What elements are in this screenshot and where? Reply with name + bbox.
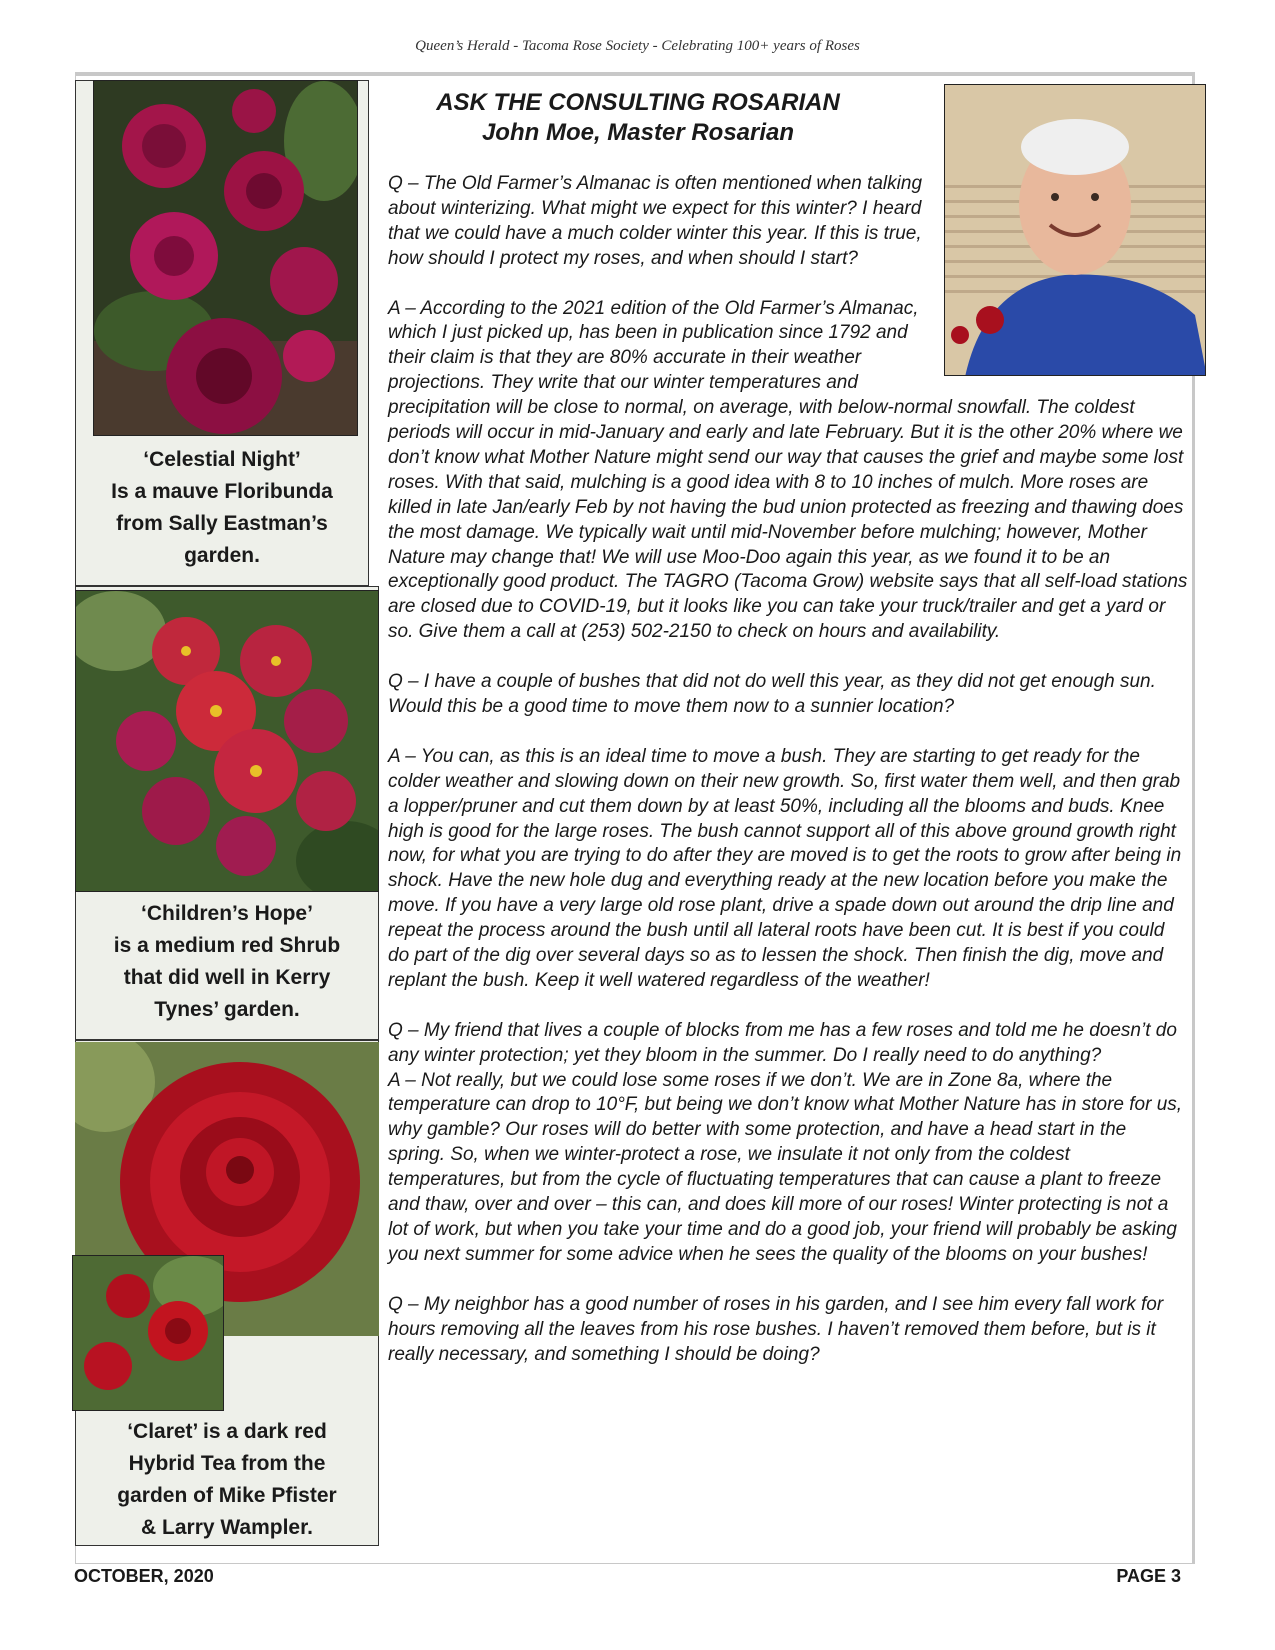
article-paragraph-q1: Q – The Old Farmer’s Almanac is often mentioned when talking about winterizing. What might we expect for this winter? I heard that we could have a much colder winter this year. If this is true, how should I protect my roses, and when should I start? (388, 173, 923, 269)
article-paragraph-q2: Q – I have a couple of bushes that did not do well this year, as they did not get enough sun. Would this be a good time to move them now to a sunnier location? (388, 671, 1156, 717)
caption-childrens-hope: ‘Children’s Hope’ is a medium red Shrub that did well in Kerry Tynes’ garden. (113, 902, 341, 1021)
author-portrait-photo (944, 84, 1206, 376)
rose-inset-photo-claret (72, 1255, 224, 1411)
article-paragraph-a2: A – You can, as this is an ideal time to move a bush. They are starting to get ready for the colder weather and slowing down on their new growth. So, first water them well, and then grab a lopper/pruner and cut them down by at least 50%, including all the blooms and buds. Knee high is good for the large roses. The bush cannot support all of this above ground growth right now, for what you are trying to do after they are moved is to get the roots to grow after being in shock. Have the new hole dug and everything ready at the new location before you make the move. If you have a very large old rose plant, drive a spade down out around the drip line and repeat the process around the bush until all lateral roots have been cut. It is best if you could do part of the dig over several days so as to lessen the shock. Then finish the dig, move and replant the bush. Keep it well watered regardless of the weather! (388, 745, 1182, 991)
footer-page-number: PAGE 3 (1116, 1566, 1181, 1586)
rose-photo-childrens-hope (75, 590, 379, 892)
article-body (388, 172, 1188, 1392)
article-paragraph-a3: A – Not really, but we could lose some roses if we don’t. We are in Zone 8a, where the temperature can drop to 10°F, but being we don’t know what Mother Nature has in store for us, why gamble? Our roses will do better with some protection, and have a head start in the spring. So, when we winter-protect a rose, we insulate it not only from the coldest temperatures, but from the cycle of fluctuating temperatures that can cause a plant to freeze and thaw, over and over – this can, and does kill more of our roses! Winter protecting is not a lot of work, but when you take your time and do a good job, your friend will probably be asking you next summer for some advice when he sees the quality of the blooms on your bushes! (388, 1069, 1183, 1265)
article-title: ASK THE CONSULTING ROSARIAN (436, 89, 840, 116)
running-head: Queen’s Herald - Tacoma Rose Society - Celebrating 100+ years of Roses (415, 38, 860, 54)
article-headline (388, 88, 888, 148)
article-subtitle: John Moe, Master Rosarian (481, 119, 795, 146)
rose-photo-celestial-night (93, 80, 358, 436)
article-paragraph-q3: Q – My friend that lives a couple of blocks from me has a few roses and told me he doesn’t do any winter protection; yet they bloom in the summer. Do I really need to do anything? (388, 1019, 1177, 1066)
article-paragraph-a1: A – According to the 2021 edition of the Old Farmer’s Almanac, which I just picked up, has been in publication since 1792 and their claim is that they are 80% accurate in their weather projections. They write that our winter temperatures and precipitation will be close to normal, on average, with below-normal snowfall. The coldest periods will occur in mid-January and early and late February. But it is the other 20% where we don’t know what Mother Nature might send our way that causes the grief and maybe some lost roses. With that said, mulching is a good idea with 8 to 10 inches of mulch. More roses are killed in late Jan/early Feb by not having the bud union protected as freezing and thawing does the most damage. We typically wait until mid-November before mulching; however, Mother Nature may change that! We will use Moo-Doo again this year, as we found it to be an exceptionally good product. The TAGRO (Tacoma Grow) website says that all self-load stations are closed due to COVID-19, but it looks like you can take your truck/trailer and get a yard or so. Give them a call at (253) 502-2150 to check on hours and availability. (388, 297, 1188, 643)
article-paragraph-q4: Q – My neighbor has a good number of roses in his garden, and I see him every fall work for hours removing all the leaves from his rose bushes. I haven’t removed them before, but is it really necessary, and something I should be doing? (388, 1293, 1164, 1365)
footer-date: OCTOBER, 2020 (74, 1566, 214, 1586)
caption-claret: ‘Claret’ is a dark red Hybrid Tea from the garden of Mike Pfister & Larry Wampler. (117, 1420, 337, 1539)
caption-celestial-night: ‘Celestial Night’ Is a mauve Floribunda from Sally Eastman’s garden. (111, 448, 333, 567)
